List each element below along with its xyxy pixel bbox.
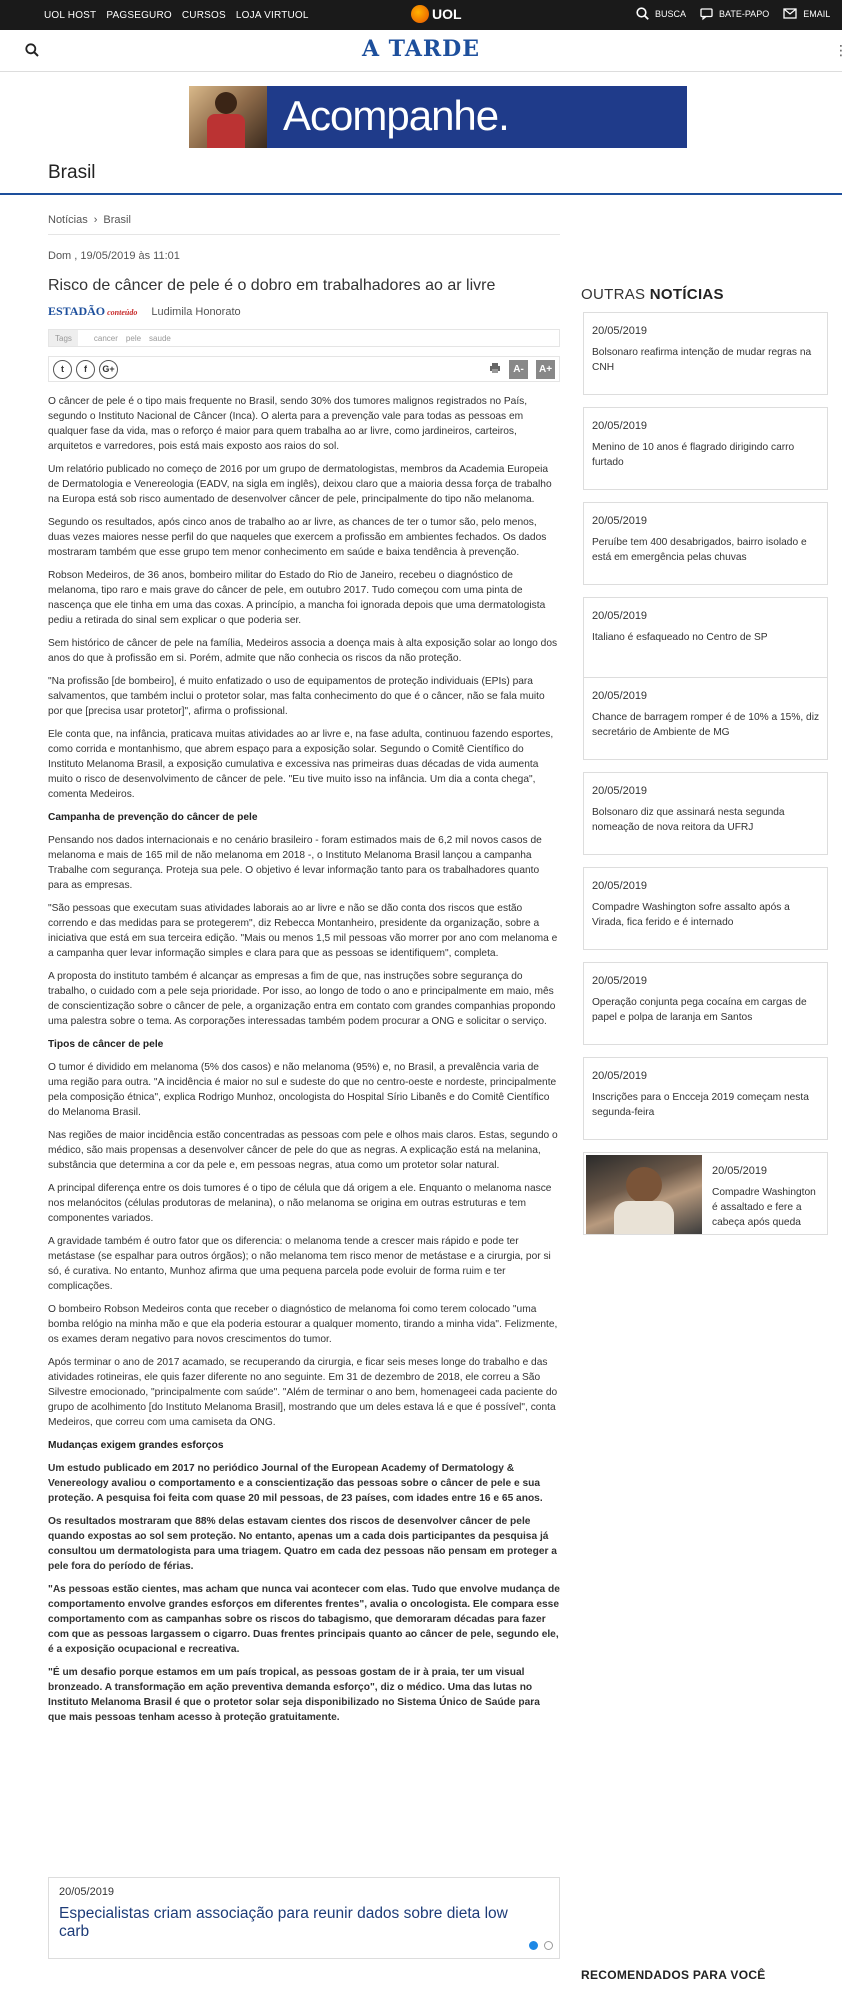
article-body xyxy=(48,394,560,1733)
search-icon xyxy=(636,7,649,20)
email-label: EMAIL xyxy=(803,8,831,19)
banner-person-head xyxy=(215,92,237,114)
uol-logo-text: UOL xyxy=(432,6,462,22)
banner-photo xyxy=(189,86,267,148)
news-card-date: 20/05/2019 xyxy=(592,515,648,527)
article-paragraph: Um estudo publicado em 2017 no periódico Journal of the European Academy of Dermatology & Venereology avaliou o comportamento e a conscientização das pessoas sobre o câncer de pele e sua proteção. A pesquisa foi feita com quase 20 mil pessoas, de 23 países, com idades entre 16 e 65 anos. xyxy=(48,1463,543,1504)
article-paragraph: Pensando nos dados internacionais e no cenário brasileiro - foram estimados mais de 6,2 mil novos casos de melanoma e mais de 165 mil de não melanoma em 2018 -, o Instituto Melanoma Brasil lançou a campanha Trabalhe com segurança. Proteja sua pele. O objetivo é levar informação tanto para os trabalhadores quanto para as empresas. xyxy=(48,835,542,891)
article-paragraph: Sem histórico de câncer de pele na família, Medeiros associa a doença mais à alta exposição solar ao longo dos anos do que à profissão em si. Porém, admite que não conhecia os riscos da não proteção. xyxy=(48,638,558,664)
link-cursos[interactable]: CURSOS xyxy=(181,10,226,21)
news-card[interactable] xyxy=(583,962,828,1045)
news-card[interactable] xyxy=(583,772,828,855)
article-paragraph: "É um desafio porque estamos em um país tropical, as pessoas gostam de ir à praia, ter um visual bronzeado. A transformação em ação preventiva demanda esforço", diz o médico. Uma das lutas no Instituto Melanoma Brasil é que o protetor solar seja disponibilizado no Sistema Único de Saúde para que mais pessoas tenham acesso à proteção gratuitamente. xyxy=(48,1667,540,1723)
article-paragraph: A principal diferença entre os dois tumores é o tipo de célula que dá origem a ele. Enquanto o melanoma nasce nos melanócitos (células produtoras de melanina), o não melanoma se origina em outras estruturas e tem componentes variados. xyxy=(48,1183,552,1224)
article-paragraph: Após terminar o ano de 2017 acamado, se recuperando da cirurgia, e ficar seis meses longe do trabalho e das atividades rotineiras, ele quis fazer diferente no ano seguinte. Em 31 de dezembro de 2018, ele correu a São Silvestre emocionado, "principalmente com saúde". "Além de terminar o ano bem, homenageei cada paciente do grupo de acolhimento [do Instituto Melanoma Brasil], mostrando que um deles estava lá e que é possível", conta Medeiros, que correu com uma camiseta da ONG. xyxy=(48,1357,558,1428)
bate-papo-button[interactable] xyxy=(700,8,769,20)
tags-bar xyxy=(48,329,560,347)
tag-item[interactable]: cancer xyxy=(93,333,118,343)
more-menu-icon[interactable]: ⋮ xyxy=(834,42,848,58)
source-sub: conteúdo xyxy=(107,308,138,317)
news-card[interactable] xyxy=(583,502,828,585)
article-subheading: Campanha de prevenção do câncer de pele xyxy=(48,812,258,823)
news-card-with-photo[interactable] xyxy=(583,1152,828,1235)
news-card-title[interactable]: Inscrições para o Encceja 2019 começam nesta segunda-feira xyxy=(592,1092,809,1118)
uol-ball-icon xyxy=(411,5,429,23)
article-paragraph: "Na profissão [de bombeiro], é muito enfatizado o uso de equipamentos de proteção individuais (EPIs) para salvamentos, que também inclui o protetor solar, mas falta conhecimento do que é o câncer, não se fala muito por que [precisa usar protetor]", afirma o profissional. xyxy=(48,676,545,717)
font-decrease-button[interactable]: A- xyxy=(509,360,528,379)
breadcrumb xyxy=(48,214,131,226)
email-button[interactable] xyxy=(783,8,830,19)
news-card-date: 20/05/2019 xyxy=(592,325,648,337)
carousel-dot[interactable] xyxy=(544,1941,553,1950)
article-paragraph: Um relatório publicado no começo de 2016 por um grupo de dermatologistas, membros da Academia Europeia de Dermatologia e Venereologia (EADV, na sigla em inglês), deixou claro que a maioria dessa força de trabalho na Europa está sob risco aumentado de desenvolver câncer de pele, principalmente do tipo não melanoma. xyxy=(48,464,552,505)
article-tools xyxy=(489,360,555,379)
news-card-title[interactable]: Bolsonaro diz que assinará nesta segunda nomeação de nova reitora da UFRJ xyxy=(592,807,785,833)
breadcrumb-separator: › xyxy=(93,214,98,226)
related-title[interactable]: Especialistas criam associação para reunir dados sobre dieta low carb xyxy=(59,1905,508,1940)
article-paragraph: Nas regiões de maior incidência estão concentradas as pessoas com pele e olhos mais claros. Estas, segundo o médico, são mais propensas a desenvolver câncer de pele do que as negras. A explicação está na melanina, substância que determina a cor da pele e, em pessoas negras, atua como um protetor solar natural. xyxy=(48,1130,558,1171)
twitter-share-icon[interactable]: t xyxy=(53,360,72,379)
news-card-photo[interactable] xyxy=(586,1155,702,1234)
news-card[interactable] xyxy=(583,407,828,490)
news-card[interactable] xyxy=(583,1057,828,1140)
site-header xyxy=(0,30,848,72)
news-card-title[interactable]: Italiano é esfaqueado no Centro de SP xyxy=(592,632,768,643)
article-paragraph: Robson Medeiros, de 36 anos, bombeiro militar do Estado do Rio de Janeiro, recebeu o diagnóstico de melanoma, tipo raro e mais grave do câncer de pele, em outubro 2017. Tudo começou com uma pinta de nascença que ele tinha em uma das coxas. A princípio, a mancha foi ignorada depois que uma dermatologista pediu a retirada do sinal sem explicar o que poderia ser. xyxy=(48,570,546,626)
sidebar-title xyxy=(581,286,724,303)
busca-label: BUSCA xyxy=(655,8,687,19)
news-card[interactable] xyxy=(583,597,828,680)
busca-button[interactable] xyxy=(636,7,686,20)
author-name: Ludimila Honorato xyxy=(151,305,241,318)
banner-text: Acompanhe. xyxy=(283,92,509,139)
uol-logo[interactable] xyxy=(411,5,462,23)
news-card[interactable] xyxy=(583,867,828,950)
google-plus-share-icon[interactable]: G+ xyxy=(99,360,118,379)
sidebar-title-bold: NOTÍCIAS xyxy=(649,286,724,303)
recommended-heading: RECOMENDADOS PARA VOCÊ xyxy=(581,1968,766,1982)
breadcrumb-noticias[interactable]: Notícias xyxy=(48,214,88,226)
article-paragraph: A proposta do instituto também é alcançar as empresas a fim de que, nas instruções sobre segurança do trabalho, o cuidado com a pele seja prioridade. Por isso, ao longo de todo o ano e principalmente em maio, mês de conscientização sobre o câncer de pele, a organização entra em contato com grandes companhias propondo uma palestra sobre o tema. As corporações interessadas também podem procurar a ONG e solicitar o serviço. xyxy=(48,971,556,1027)
tag-item[interactable]: pele xyxy=(125,333,142,343)
news-card[interactable] xyxy=(583,677,828,760)
font-increase-button[interactable]: A+ xyxy=(536,360,555,379)
article-paragraph: "São pessoas que executam suas atividades laborais ao ar livre e não se dão conta dos riscos que estão correndo e das medidas para se protegerem", diz Rebecca Montanheiro, presidente da organização, sobre a iniciativa que está em sua terceira edição. "Mais ou menos 1,5 mil pessoas vão morrer por ano com melanoma e a campanha quer levar informação simples e clara para que as pessoas se identifiquem", completa. xyxy=(48,903,558,959)
article-paragraph: Ele conta que, na infância, praticava muitas atividades ao ar livre e, na fase adulta, continuou fazendo esportes, como corrida e montanhismo, que abrem espaço para a exposição solar. Segundo o Comitê Científico do Instituto Melanoma Brasil, a exposição cumulativa e excessiva nas primeiras duas décadas de vida aumenta muito o risco de desenvolvimento de câncer de pele. "Eu tive muito isso na infância. Um dia a conta chega", comenta Medeiros. xyxy=(48,729,554,800)
byline xyxy=(48,304,241,319)
tags-label: Tags xyxy=(49,330,78,346)
carousel-dot-active[interactable] xyxy=(529,1941,538,1950)
photo-face xyxy=(626,1167,662,1203)
ad-banner[interactable] xyxy=(189,86,687,148)
article-paragraph: Segundo os resultados, após cinco anos de trabalho ao ar livre, as chances de ter o tumor são, pelo menos, duas vezes maiores nesse perfil do que naqueles que exercem a profissão em ambientes fechados. Os dados mostraram também que esse grupo tem menor conhecimento em saúde e baixa tendência à prevenção. xyxy=(48,517,547,558)
news-card-title[interactable]: Chance de barragem romper é de 10% a 15%, diz secretário de Ambiente de MG xyxy=(592,712,820,738)
news-card-title[interactable]: Compadre Washington sofre assalto após a Virada, fica ferido e é internado xyxy=(592,902,790,928)
banner-person-body xyxy=(207,114,245,148)
article-paragraph: Os resultados mostraram que 88% delas estavam cientes dos riscos de desenvolver câncer de pele quando expostas ao sol sem proteção. No entanto, apenas um a cada dois participantes da pesquisa já consultou um dermatologista para uma triagem. Quatro em cada dez pessoas não pensam em proteger a pele fora do período de férias. xyxy=(48,1516,557,1572)
news-card[interactable] xyxy=(583,312,828,395)
article-headline: Risco de câncer de pele é o dobro em trabalhadores ao ar livre xyxy=(48,277,496,294)
estadao-logo xyxy=(48,304,137,319)
section-divider xyxy=(0,193,842,195)
news-card-date: 20/05/2019 xyxy=(592,975,648,987)
facebook-share-icon[interactable]: f xyxy=(76,360,95,379)
print-icon[interactable] xyxy=(489,362,501,377)
email-icon xyxy=(783,8,797,19)
source-name: ESTADÃO xyxy=(48,304,106,318)
article-subheading: Mudanças exigem grandes esforços xyxy=(48,1440,224,1451)
section-title: Brasil xyxy=(48,162,96,183)
related-news-carousel[interactable] xyxy=(48,1877,560,1959)
article-paragraph: O bombeiro Robson Medeiros conta que receber o diagnóstico de melanoma foi como terem colocado "uma bomba relógio na minha mão e que ela poderia estourar a qualquer momento, tirando a minha vida". Felizmente, os exames deram negativo para novos crescimentos do tumor. xyxy=(48,1304,558,1345)
article-paragraph: A gravidade também é outro fator que os diferencia: o melanoma tende a crescer mais rápido e pode ter metástase (se espalhar para outros órgãos); o não melanoma tem risco menor de metástase e a cirurgia, por si só, é curativa. No entanto, Munhoz afirma que uma pequena parcela pode evoluir de forma ruim e ter complicações. xyxy=(48,1236,551,1292)
share-toolbar xyxy=(48,356,560,382)
breadcrumb-brasil[interactable]: Brasil xyxy=(103,214,131,226)
news-card-title[interactable]: Compadre Washington é assaltado e fere a cabeça após queda xyxy=(712,1187,816,1228)
news-card-date: 20/05/2019 xyxy=(592,690,648,702)
news-card-date: 20/05/2019 xyxy=(592,610,648,622)
article-subheading: Tipos de câncer de pele xyxy=(48,1039,164,1050)
news-card-date: 20/05/2019 xyxy=(712,1165,768,1177)
tag-item[interactable]: saude xyxy=(149,333,171,343)
link-pagseguro[interactable]: PAGSEGURO xyxy=(106,10,172,21)
top-right-menu xyxy=(636,7,830,20)
sidebar-title-light: OUTRAS xyxy=(581,286,650,303)
carousel-dots xyxy=(529,1941,553,1950)
news-card-title[interactable]: Peruíbe tem 400 desabrigados, bairro isolado e está em emergência pelas chuvas xyxy=(592,537,807,563)
bate-papo-label: BATE-PAPO xyxy=(719,8,770,19)
site-logo[interactable]: A TARDE xyxy=(361,36,481,62)
related-date: 20/05/2019 xyxy=(59,1886,115,1898)
sidebar-ad-space xyxy=(583,1270,828,1955)
article-paragraph: "As pessoas estão cientes, mas acham que nunca vai acontecer com elas. Tudo que envolve mudança de comportamento envolve grandes esforços em diferentes frentes", avalia o oncologista. Ele compara esse comportamento com as campanhas sobre os riscos do tabagismo, que demoraram décadas para fazer com que as pessoas largassem o cigarro. Duas frentes principais quanto ao câncer de pele, segundo ele, é a exposição ocupacional e recreativa. xyxy=(48,1584,560,1655)
news-card-date: 20/05/2019 xyxy=(592,1070,648,1082)
chat-icon xyxy=(700,8,713,20)
breadcrumb-divider xyxy=(48,234,560,235)
news-card-date: 20/05/2019 xyxy=(592,420,648,432)
news-card-date: 20/05/2019 xyxy=(592,880,648,892)
news-card-title[interactable]: Bolsonaro reafirma intenção de mudar regras na CNH xyxy=(592,347,812,373)
photo-shirt xyxy=(614,1201,674,1234)
top-bar xyxy=(0,0,842,30)
news-card-date: 20/05/2019 xyxy=(592,785,648,797)
article-date: Dom , 19/05/2019 às 11:01 xyxy=(48,250,180,262)
article-paragraph: O tumor é dividido em melanoma (5% dos casos) e não melanoma (95%) e, no Brasil, a prevalência varia de uma região para outra. "A incidência é maior no sul e sudeste do que no centro-oeste e nordeste, principalmente pela composição étnica", explica Rodrigo Munhoz, oncologista do Hospital Sírio Libanês e do Comitê Científico do Melanoma Brasil. xyxy=(48,1062,557,1118)
news-card-title[interactable]: Menino de 10 anos é flagrado dirigindo carro furtado xyxy=(592,442,795,468)
news-card-title[interactable]: Operação conjunta pega cocaína em cargas de papel e polpa de laranja em Santos xyxy=(592,997,807,1023)
top-links xyxy=(44,10,309,21)
link-loja-virtuol[interactable]: LOJA VIRTUOL xyxy=(235,10,309,21)
article-paragraph: O câncer de pele é o tipo mais frequente no Brasil, sendo 30% dos tumores malignos registrados no País, segundo o Instituto Nacional de Câncer (Inca). O alerta para a prevenção vale para todas as pessoas em qualquer fase da vida, mas o reforço é maior para quem trabalha ao ar livre, como jardineiros, carteiros, arquitetos e varredores, pois está mais exposto aos raios do sol. xyxy=(48,396,528,452)
link-uol-host[interactable]: UOL HOST xyxy=(44,10,97,21)
